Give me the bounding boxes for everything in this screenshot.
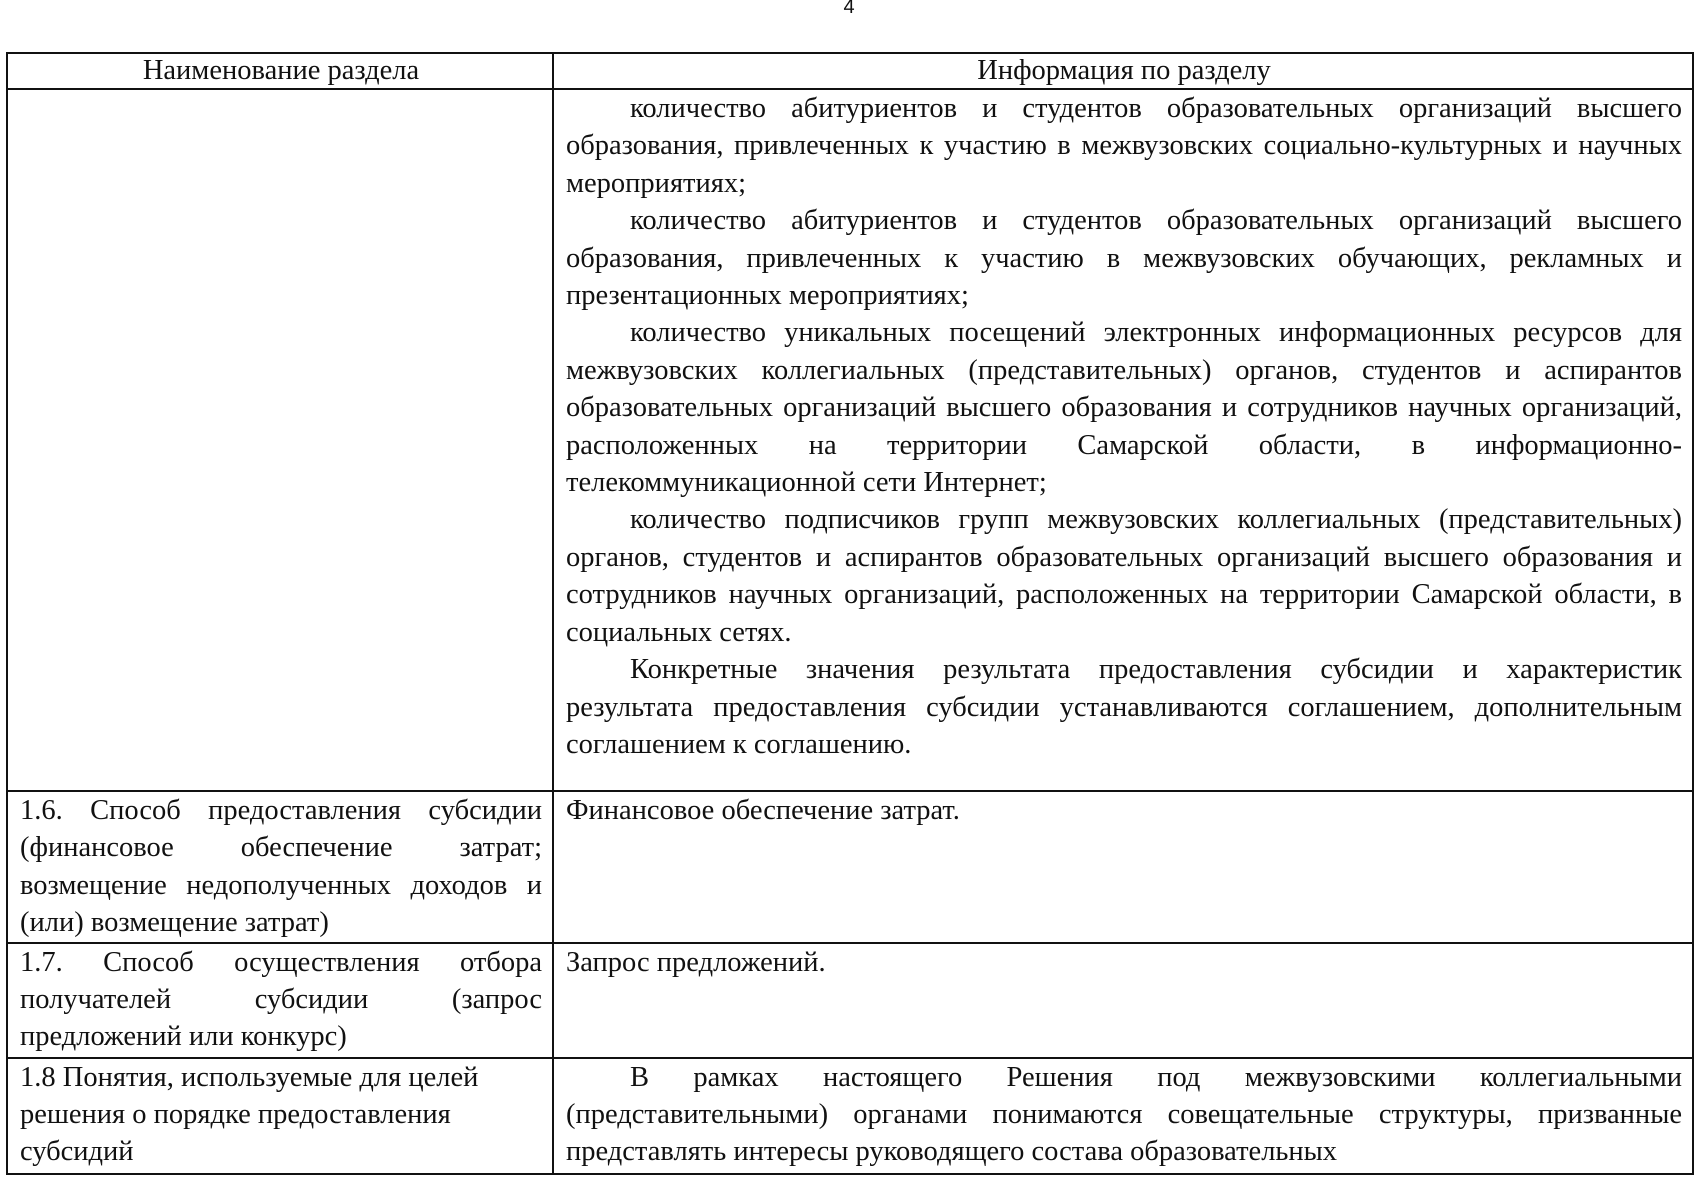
section-name: 1.8 Понятия, используемые для целей решения о порядке предоставления субсидий xyxy=(20,1061,479,1168)
info-cell xyxy=(553,791,1693,943)
table-header-row xyxy=(7,53,1693,89)
name-cell xyxy=(7,791,553,943)
paragraph: Конкретные значения результата предоставления субсидии и характеристик результата предоставления субсидии устанавливаются соглашением, дополнительным соглашением к соглашению. xyxy=(566,654,1682,760)
paragraph: количество уникальных посещений электронных информационных ресурсов для межвузовских коллегиальных (представительных) органов, студентов и аспирантов образовательных организаций высшего образования и сотрудников научных организаций, расположенных на территории Самарской области, в информационно-телекоммуникационной сети Интернет; xyxy=(566,317,1682,499)
table-row xyxy=(7,791,1693,943)
table-row xyxy=(7,89,1693,791)
section-name: 1.7. Способ осуществления отбора получателей субсидии (запрос предложений или конкурс) xyxy=(20,946,542,1053)
section-info: Финансовое обеспечение затрат. xyxy=(566,795,960,826)
info-cell xyxy=(553,1058,1693,1174)
empty-name-cell xyxy=(7,89,553,791)
section-info: Запрос предложений. xyxy=(566,946,826,978)
paragraph: количество подписчиков групп межвузовских коллегиальных (представительных) органов, студентов и аспирантов образовательных организаций высшего образования и сотрудников научных организаций, расположенных на территории Самарской области, в социальных сетях. xyxy=(566,504,1682,648)
name-cell xyxy=(7,1058,553,1174)
page-number: 4 xyxy=(843,0,855,18)
paragraph: количество абитуриентов и студентов образовательных организаций высшего образования, привлеченных к участию в межвузовских социально-культурных и научных мероприятиях; xyxy=(566,93,1682,199)
name-cell xyxy=(7,943,553,1058)
info-cell xyxy=(553,943,1693,1058)
table-row xyxy=(7,1058,1693,1174)
info-cell xyxy=(553,89,1693,791)
section-table xyxy=(6,52,1694,1175)
section-info: В рамках настоящего Решения под межвузовскими коллегиальными (представительными) органами понимаются совещательные структуры, призванные представлять интересы руководящего состава образовательных xyxy=(566,1061,1682,1168)
section-name: 1.6. Способ предоставления субсидии (финансовое обеспечение затрат; возмещение недополученных доходов и (или) возмещение затрат) xyxy=(20,795,542,939)
table-row xyxy=(7,943,1693,1058)
header-section-info: Информация по разделу xyxy=(553,53,1693,89)
paragraph: количество абитуриентов и студентов образовательных организаций высшего образования, привлеченных к участию в межвузовских обучающих, рекламных и презентационных мероприятиях; xyxy=(566,205,1682,312)
header-section-name: Наименование раздела xyxy=(7,53,553,89)
